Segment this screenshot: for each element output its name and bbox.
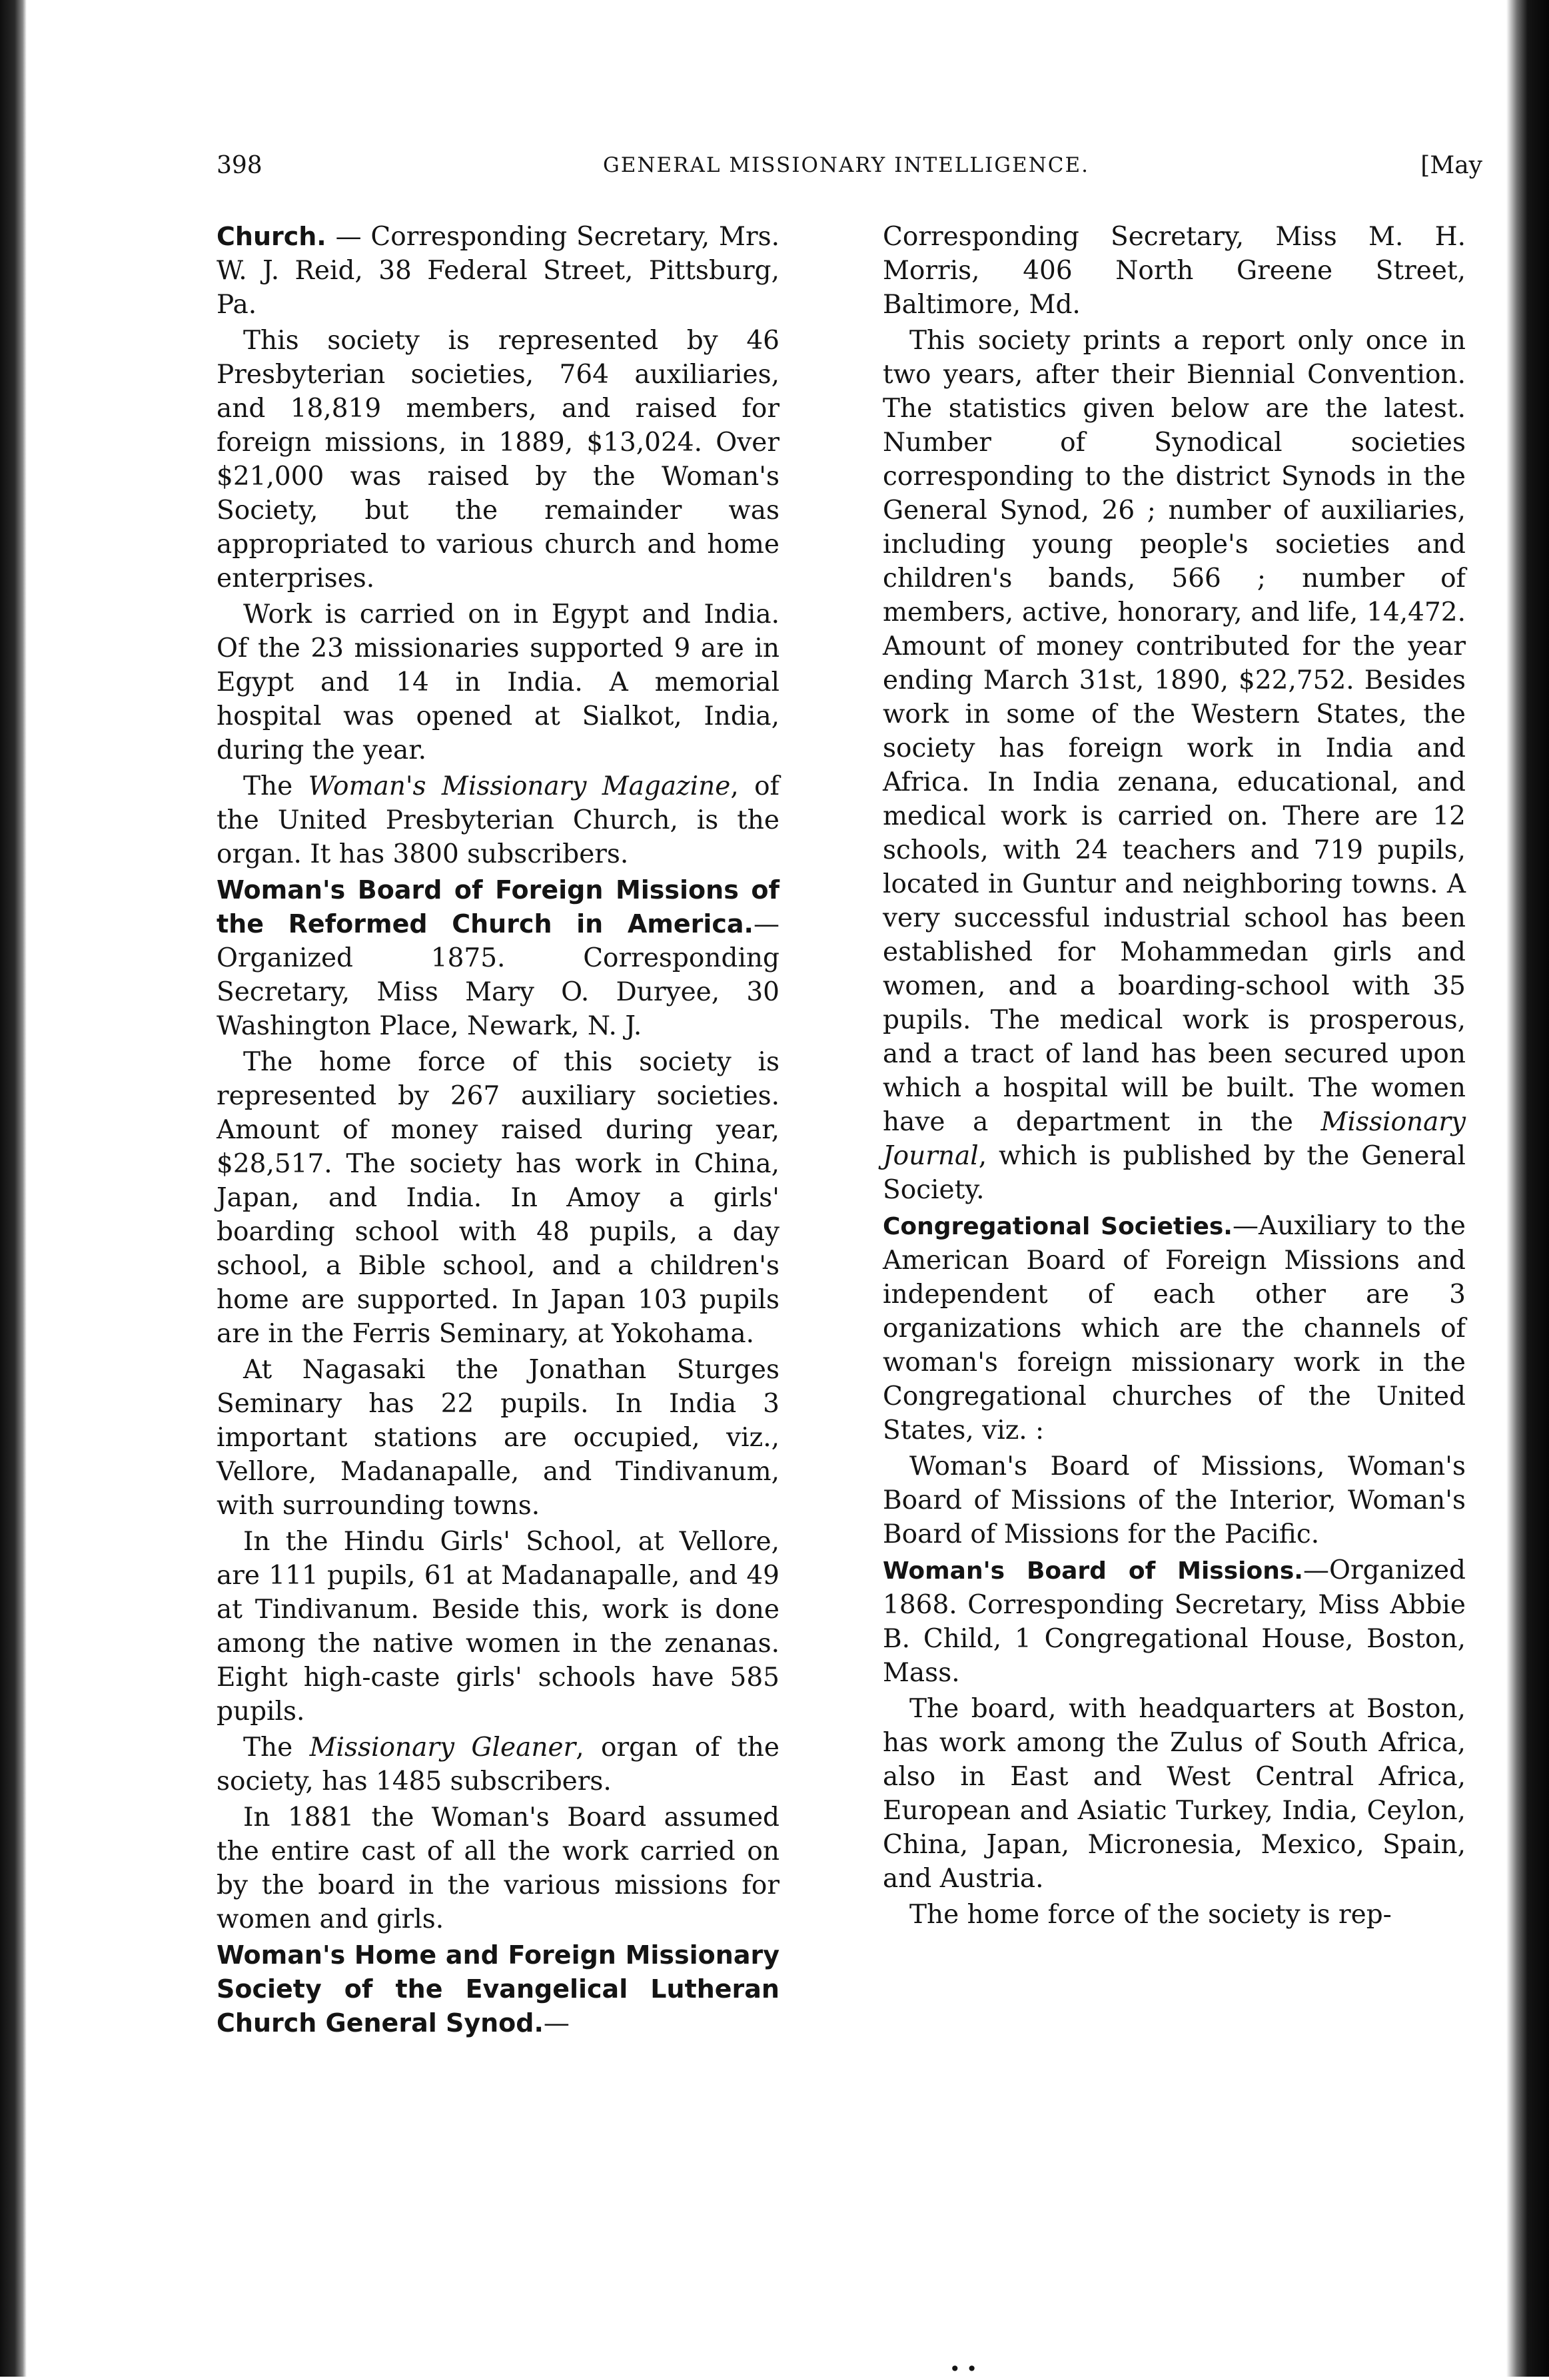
paragraph: Corresponding Secretary, Miss M. H. Morris, 406 North Greene Street, Baltimore, Md. [883, 222, 1466, 320]
paragraph-text: , of the United Presbyterian Church, is the organ. It has 3800 subscribers. [217, 771, 779, 869]
page [217, 0, 1482, 2380]
paragraph: The board, with headquarters at Boston, has work among the Zulus of South Africa, also in East and West Central Africa, European and Asiatic Turkey, India, Ceylon, China, Japan, Micronesia, Mexico, Spain, and Austria. [883, 1694, 1466, 1894]
paragraph: At Nagasaki the Jonathan Sturges Seminary has 22 pupils. In India 3 important stations are occupied, viz., Vellore, Madanapalle, and Tindivanum, with surrounding towns. [217, 1355, 779, 1521]
section-heading: Church. [217, 222, 326, 251]
section-heading: Woman's Board of Missions. [883, 1557, 1303, 1585]
running-title: GENERAL MISSIONARY INTELLIGENCE. [603, 153, 1089, 177]
publication-title: Woman's Missionary Magazine [308, 771, 731, 801]
section-heading: Woman's Home and Foreign Missionary Society of the Evangelical Lutheran Church General Synod. [217, 1940, 779, 2038]
paragraph [217, 1938, 779, 2040]
paragraph-text: This society prints a report only once in two years, after their Biennial Convention. The statistics given below are the latest. Number of Synodical societies corresponding to the district Synods in the General Synod, 26 ; number of auxiliaries, including young people's societies and children's bands, 566 ; number of members, active, honorary, and life, 14,472. Amount of money contributed for the year ending March 31st, 1890, $22,752. Besides work in some of the Western States, the society has foreign work in India and Africa. In India zenana, educational, and medical work is carried on. There are 12 schools, with 24 teachers and 719 pupils, located in Guntur and neighboring towns. A very successful industrial school has been established for Mohammedan girls and women, and a boarding-school with 35 pupils. The medical work is prosperous, and a tract of land has been secured upon which a hospital will be built. The women have a department in the [883, 326, 1466, 1137]
paragraph-text: The [243, 771, 308, 801]
paragraph-text: The [243, 1733, 310, 1763]
publication-title: Missionary Journal [883, 1107, 1466, 1171]
section-heading: Woman's Board of Foreign Missions of the Reformed Church in America. [217, 875, 779, 939]
paragraph [883, 324, 1466, 1207]
paragraph: Woman's Board of Missions, Woman's Board of Missions of the Interior, Woman's Board of Missions for the Pacific. [883, 1451, 1466, 1549]
paragraph [883, 1553, 1466, 1690]
paragraph: The home force of this society is represented by 267 auxiliary societies. Amount of money raised during year, $28,517. The society has work in China, Japan, and India. In Amoy a girls' boarding school with 48 pupils, a day school, a Bible school, and a children's home are supported. In Japan 103 pupils are in the Ferris Seminary, at Yokohama. [217, 1047, 779, 1349]
scan-edge-left [0, 0, 27, 2377]
paragraph: In the Hindu Girls' School, at Vellore, are 111 pupils, 61 at Madanapalle, and 49 at Tindivanum. Beside this, work is done among the native women in the zenanas. Eight high-caste girls' schools have 585 pupils. [217, 1527, 779, 1727]
right-column [883, 220, 1466, 1934]
paragraph: Work is carried on in Egypt and India. Of the 23 missionaries supported 9 are in Egypt and 14 in India. A memorial hospital was opened at Sialkot, India, during the year. [217, 599, 779, 765]
paragraph-text: , organ of the society, has 1485 subscribers. [217, 1733, 779, 1796]
paragraph [217, 1731, 779, 1798]
paragraph: The home force of the society is rep- [909, 1900, 1392, 1930]
page-number: 398 [217, 152, 262, 179]
paragraph: This society is represented by 46 Presbyterian societies, 764 auxiliaries, and 18,819 members, and raised for foreign missions, in 1889, $13,024. Over $21,000 was raised by the Woman's Society, but the remainder was appropriated to various church and home enterprises. [217, 326, 779, 594]
left-column [217, 220, 779, 2042]
paragraph [883, 1209, 1466, 1447]
paragraph-text: —Organized 1868. Corresponding Secretary, Miss Abbie B. Child, 1 Congregational House, Boston, Mass. [883, 1555, 1466, 1688]
publication-title: Missionary Gleaner [309, 1733, 576, 1763]
header-month: [May [1420, 152, 1482, 179]
paragraph-text: — Corresponding Secretary, Mrs. W. J. Reid, 38 Federal Street, Pittsburg, Pa. [217, 222, 779, 320]
paragraph-text: — [543, 2008, 570, 2038]
paragraph [217, 769, 779, 871]
footer-marks: • • [949, 2358, 977, 2380]
section-heading: Congregational Societies. [883, 1213, 1233, 1240]
paragraph-text: , which is published by the General Society. [883, 1141, 1466, 1205]
scan-edge-right [1506, 0, 1549, 2377]
paragraph [217, 873, 779, 1043]
paragraph: In 1881 the Woman's Board assumed the entire cast of all the work carried on by the board in the various missions for women and girls. [217, 1802, 779, 1934]
paragraph-text: —Organized 1875. Corresponding Secretary, Miss Mary O. Duryee, 30 Washington Place, Newark, N. J. [217, 909, 779, 1041]
paragraph [217, 220, 779, 322]
paragraph-text: —Auxiliary to the American Board of Foreign Missions and independent of each other are 3 organizations which are the channels of woman's foreign missionary work in the Congregational churches of the United States, viz. : [883, 1211, 1466, 1445]
running-header [217, 147, 1482, 187]
